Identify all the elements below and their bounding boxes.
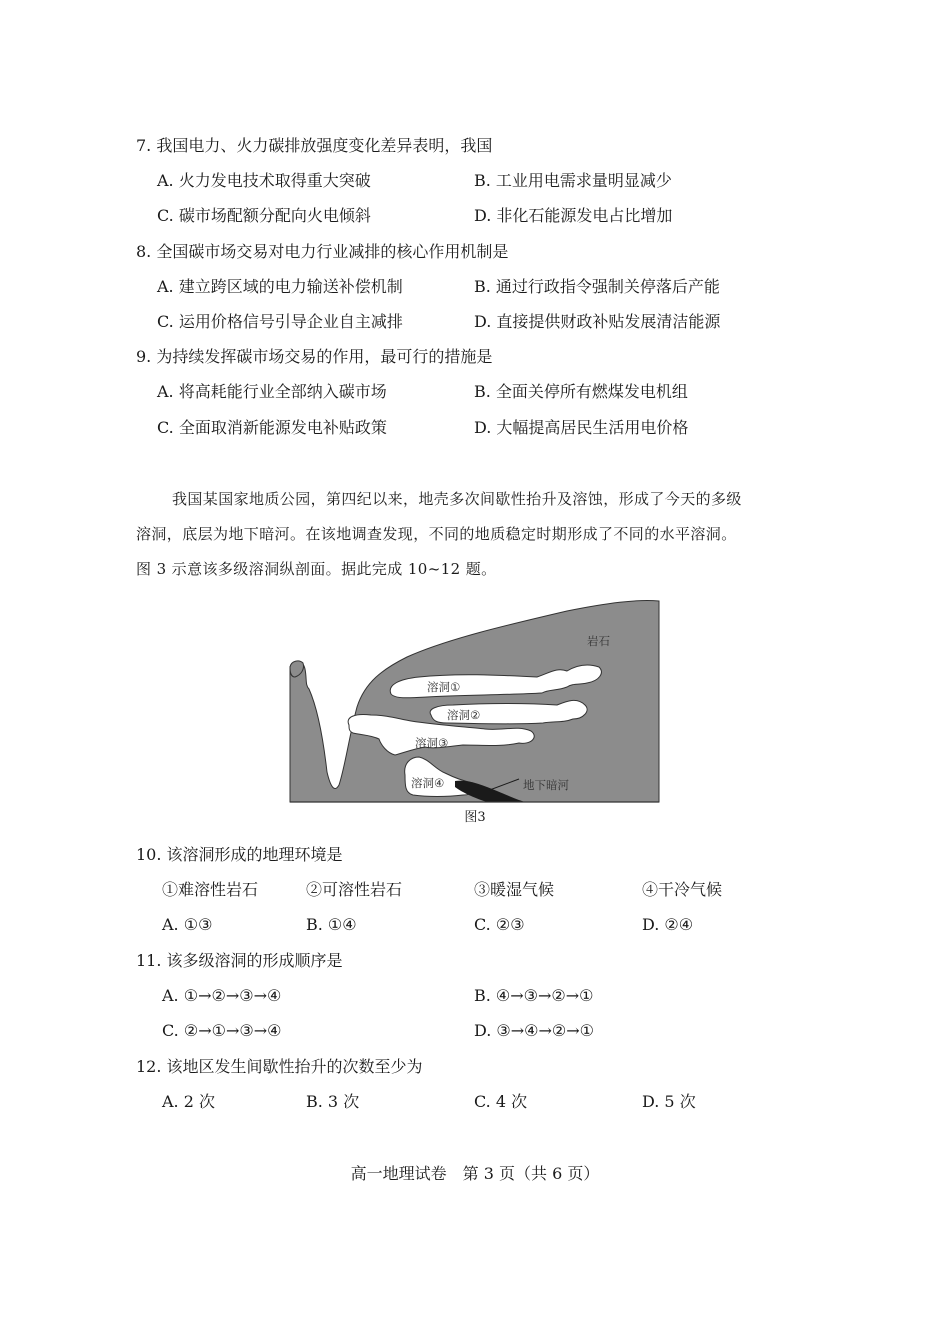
q10-option-d: D. ②④ [642,915,694,934]
q7-option-c: C. 碳市场配额分配向火电倾斜 [157,206,371,225]
q11-option-a: A. ①→②→③→④ [162,986,282,1005]
cave-2-label: 溶洞② [447,708,481,722]
q9-option-d: D. 大幅提高居民生活用电价格 [474,418,689,437]
passage-line-2: 溶洞，底层为地下暗河。在该地调查发现，不同的地质稳定时期形成了不同的水平溶洞。 [136,525,737,543]
q12-option-d: D. 5 次 [642,1092,696,1111]
q10-item-1: ①难溶性岩石 [162,880,259,899]
q10-item-2: ②可溶性岩石 [306,880,403,899]
river-label: 地下暗河 [523,778,569,792]
q8-option-b: B. 通过行政指令强制关停落后产能 [474,277,720,296]
q12-option-b: B. 3 次 [306,1092,360,1111]
cave-1-label: 溶洞① [427,680,461,694]
q8-stem: 8. 全国碳市场交易对电力行业减排的核心作用机制是 [136,242,509,261]
q7-option-a: A. 火力发电技术取得重大突破 [157,171,371,190]
q10-option-c: C. ②③ [474,915,525,934]
q7-option-d: D. 非化石能源发电占比增加 [474,206,673,225]
cave-profile-diagram [287,597,663,807]
q9-option-c: C. 全面取消新能源发电补贴政策 [157,418,387,437]
q10-item-3: ③暖湿气候 [474,880,555,899]
q9-stem: 9. 为持续发挥碳市场交易的作用，最可行的措施是 [136,347,493,366]
q9-option-a: A. 将高耗能行业全部纳入碳市场 [157,382,387,401]
q11-option-b: B. ④→③→②→① [474,986,594,1005]
q7-stem: 7. 我国电力、火力碳排放强度变化差异表明，我国 [136,136,493,155]
rock-label: 岩石 [587,634,610,648]
q8-option-a: A. 建立跨区域的电力输送补偿机制 [157,277,403,296]
q8-option-c: C. 运用价格信号引导企业自主减排 [157,312,403,331]
q12-option-c: C. 4 次 [474,1092,528,1111]
q9-option-b: B. 全面关停所有燃煤发电机组 [474,382,688,401]
q11-stem: 11. 该多级溶洞的形成顺序是 [136,951,343,970]
q10-item-4: ④干冷气候 [642,880,723,899]
passage-line-3: 图 3 示意该多级溶洞纵剖面。据此完成 10~12 题。 [136,560,497,578]
q12-option-a: A. 2 次 [162,1092,215,1111]
page-footer: 高一地理试卷 第 3 页（共 6 页） [350,1164,600,1183]
passage-line-1: 我国某国家地质公园，第四纪以来，地壳多次间歇性抬升及溶蚀，形成了今天的多级 [172,490,742,508]
q10-stem: 10. 该溶洞形成的地理环境是 [136,845,343,864]
cave-4-label: 溶洞④ [411,776,445,790]
q11-option-c: C. ②→①→③→④ [162,1021,282,1040]
figure-caption: 图3 [464,810,486,825]
q8-option-d: D. 直接提供财政补贴发展清洁能源 [474,312,721,331]
q12-stem: 12. 该地区发生间歇性抬升的次数至少为 [136,1057,423,1076]
q10-option-a: A. ①③ [162,915,213,934]
figure-3 [287,597,663,829]
q11-option-d: D. ③→④→②→① [474,1021,595,1040]
q7-option-b: B. 工业用电需求量明显减少 [474,171,672,190]
cave-3-label: 溶洞③ [415,736,449,750]
q10-option-b: B. ①④ [306,915,357,934]
